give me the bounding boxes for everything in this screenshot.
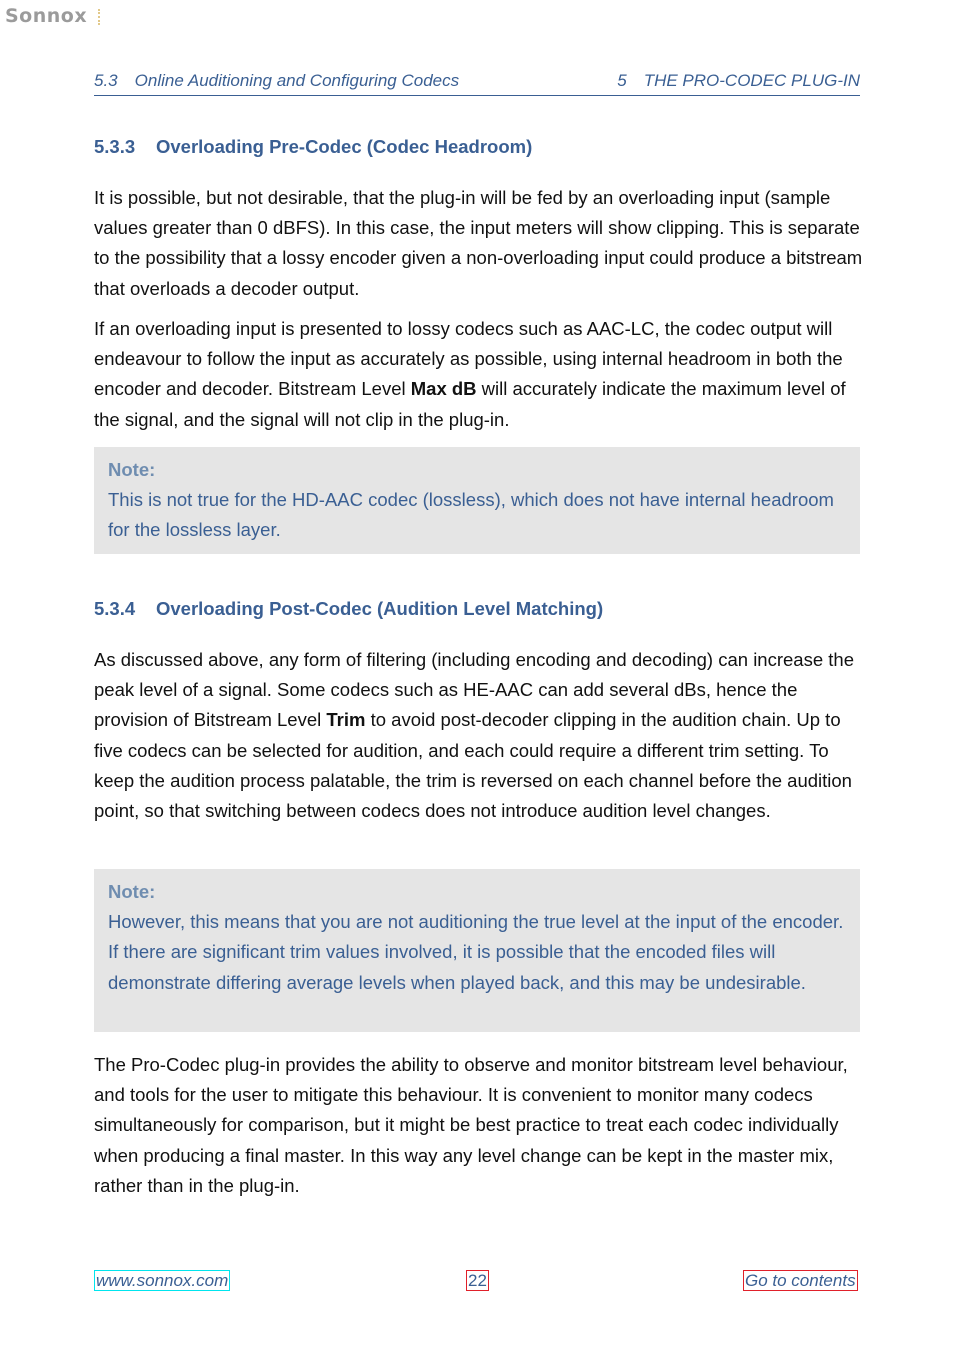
bold-term-max-db: Max dB	[410, 378, 477, 400]
website-link[interactable]: www.sonnox.com	[96, 1271, 229, 1290]
section-number: 5.3.4	[94, 598, 136, 619]
section-title: Overloading Post-Codec (Audition Level Matching)	[156, 598, 604, 619]
note-box	[94, 447, 860, 554]
running-header-chapter-number: 5	[617, 71, 627, 90]
paragraph: The Pro-Codec plug-in provides the ability to observe and monitor bitstream level behaviour, and tools for the user to mitigate this behaviour. It is convenient to monitor many codecs simultaneously for comparison, but it might be best practice to treat each codec individually when producing a final master. In this way any level change can be kept in the master mix, rather than in the plug-in.	[94, 1054, 848, 1196]
running-header-chapter	[617, 71, 860, 91]
go-to-contents-link[interactable]: Go to contents	[745, 1271, 856, 1290]
running-header-section	[94, 71, 459, 91]
text-run: As discussed above, any form of filtering (including encoding and decoding) can increase the peak level of a signal. Some codecs such as HE-AAC can add several dBs, hence the provision of Bitstream Level	[94, 649, 854, 731]
note-text: This is not true for the HD-AAC codec (lossless), which does not have internal headroom for the lossless layer.	[108, 489, 834, 541]
section-heading-5-3-3	[94, 136, 532, 158]
bold-term-trim: Trim	[326, 709, 366, 731]
running-header-section-number: 5.3	[94, 71, 118, 90]
running-header-chapter-title: THE PRO-CODEC PLUG-IN	[643, 71, 860, 90]
note-box	[94, 869, 860, 1032]
page-number-link[interactable]: 22	[468, 1271, 487, 1290]
text-run: will accurately indicate the maximum level of the signal, and the signal will not clip in the plug-in.	[94, 378, 846, 430]
section-heading-5-3-4	[94, 598, 603, 620]
running-header	[94, 71, 860, 96]
paragraph	[94, 314, 866, 435]
logo-mark-icon	[98, 9, 103, 25]
running-header-section-title: Online Auditioning and Configuring Codecs	[134, 71, 460, 90]
text-run: If an overloading input is presented to lossy codecs such as AAC-LC, the codec output will endeavour to follow the input as accurately as possible, using internal headroom in both the encoder and decoder. Bitstream Level	[94, 318, 843, 400]
paragraph	[94, 645, 866, 826]
section-number: 5.3.3	[94, 136, 136, 157]
sonnox-logo: Sonnox	[5, 5, 88, 27]
note-label: Note:	[108, 881, 156, 902]
section-title: Overloading Pre-Codec (Codec Headroom)	[156, 136, 533, 157]
paragraph: It is possible, but not desirable, that the plug-in will be fed by an overloading input (sample values greater than 0 dBFS). In this case, the input meters will show clipping. This is separate to the possibility that a lossy encoder given a non-overloading input could produce a bitstream that overloads a decoder output.	[94, 187, 863, 299]
text-run: to avoid post-decoder clipping in the audition chain. Up to five codecs can be selected for audition, and each could require a different trim setting. To keep the audition process palatable, the trim is reversed on each channel before the audition point, so that switching between codecs does not introduce audition level changes.	[94, 709, 852, 822]
note-text: However, this means that you are not auditioning the true level at the input of the encoder. If there are significant trim values involved, it is possible that the encoded files will demonstrate differing average levels when played back, and this may be undesirable.	[108, 911, 844, 993]
note-label: Note:	[108, 459, 156, 480]
